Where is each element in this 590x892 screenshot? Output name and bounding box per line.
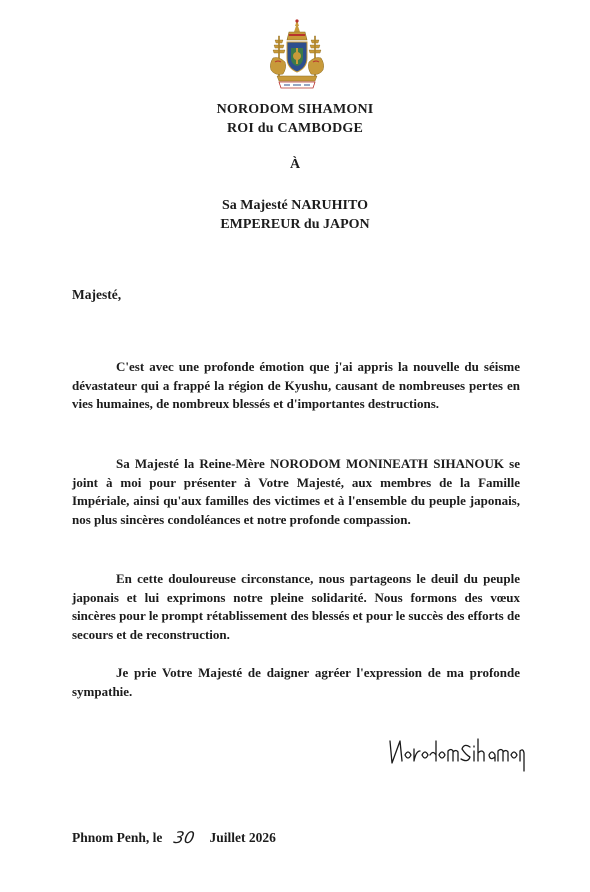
letter-paragraph: Sa Majesté la Reine-Mère NORODOM MONINEATH SIHANOUK se joint à moi pour présenter à Votre Majesté, aux membres de la Famille Impériale, ainsi qu'aux familles des victimes et à l'ensemble du peuple japonais, nos plus sincères condoléances et notre profonde compassion. bbox=[72, 456, 520, 527]
month-year: Juillet 2026 bbox=[209, 830, 276, 845]
letter-paragraph: En cette douloureuse circonstance, nous partageons le deuil du peuple japonais et lui exprimons notre pleine solidarité. Nous formons des vœux sincères pour le prompt rétablissement des blessés et pour le succès des efforts de secours et de reconstruction. bbox=[72, 571, 520, 642]
recipient-block bbox=[0, 196, 590, 234]
addressee-marker: À bbox=[289, 157, 301, 172]
letter-paragraph: Je prie Votre Majesté de daigner agréer l'expression de ma profonde sympathie. bbox=[72, 665, 520, 699]
sender-name: NORODOM SIHAMONI bbox=[216, 102, 374, 117]
place-label: Phnom Penh, le bbox=[72, 830, 163, 845]
sender-title: ROI du CAMBODGE bbox=[226, 121, 364, 136]
recipient-name: Sa Majesté NARUHITO bbox=[222, 198, 368, 213]
handwritten-signature bbox=[386, 727, 526, 777]
handwritten-day: 30 bbox=[172, 828, 196, 847]
recipient-title: EMPEREUR du JAPON bbox=[220, 217, 370, 232]
royal-crest-icon bbox=[265, 18, 329, 94]
sender-block bbox=[0, 100, 590, 138]
place-date-line bbox=[72, 827, 276, 846]
letter-paragraph: C'est avec une profonde émotion que j'ai appris la nouvelle du séisme dévastateur qui a frappé la région de Kyushu, causant de nombreuses pertes en vies humaines, de nombreux blessés et d'importantes destructions. bbox=[72, 359, 520, 411]
salutation: Majesté, bbox=[72, 287, 122, 302]
